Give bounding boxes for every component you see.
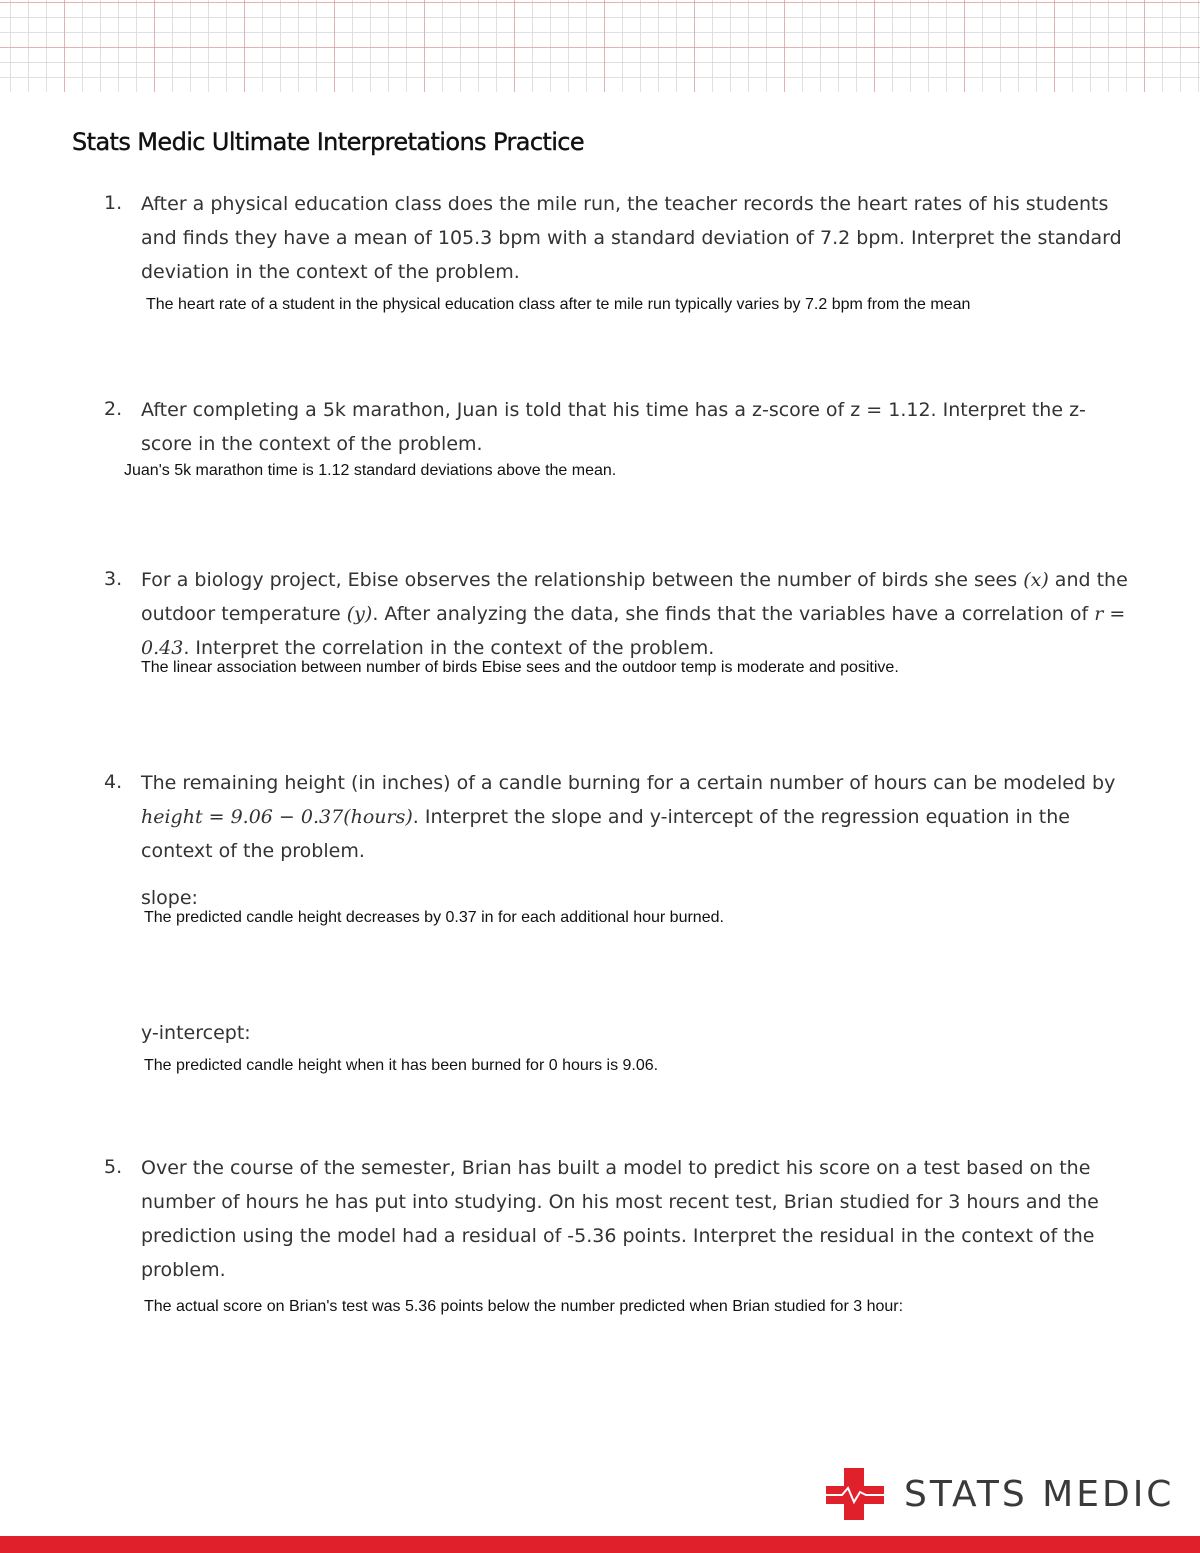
question-prompt [141,766,1141,868]
slope-label: slope: [141,887,198,909]
correlation-expression: r = 0.43 [141,603,1126,659]
question-number: 5. [104,1156,123,1178]
prompt-part: . After analyzing the data, she finds that the variables have a correlation of [372,603,1089,625]
regression-equation: height = 9.06 − 0.37(hours) [141,806,413,828]
prompt-part: . Interpret the correlation in the context of the problem. [183,637,715,659]
variable-y: (y) [346,603,373,625]
answer-text: The linear association between number of birds Ebise sees and the outdoor temp is moderate and positive. [141,659,899,676]
prompt-part: . Interpret the slope and y-intercept of the regression equation in the context of the problem. [141,806,1070,862]
footer-bar [0,1536,1200,1553]
question-number: 3. [104,568,123,590]
question-prompt: After a physical education class does the mile run, the teacher records the heart rates of his students and finds they have a mean of 105.3 bpm with a standard deviation of 7.2 bpm. Interpret the standard deviation in the context of the problem. [141,193,1122,283]
page-title: Stats Medic Ultimate Interpretations Practice [72,128,585,156]
answer-text: Juan's 5k marathon time is 1.12 standard deviations above the mean. [124,462,617,479]
question-number: 2. [104,398,123,420]
question-prompt: Over the course of the semester, Brian has built a model to predict his score on a test based on the number of hours he has put into studying. On his most recent test, Brian studied for 3 hours and the prediction using the model had a residual of -5.36 points. Interpret the residual in the context of the problem. [141,1157,1099,1281]
stats-medic-logo [822,1466,1174,1522]
answer-text: The heart rate of a student in the physical education class after te mile run typically varies by 7.2 bpm from the mean [146,296,971,313]
logo-text: STATS MEDIC [904,1473,1175,1515]
prompt-part: and the outdoor temperature [141,569,1128,625]
slope-answer: The predicted candle height decreases by 0.37 in for each additional hour burned. [144,909,724,926]
medical-cross-icon [822,1466,888,1522]
prompt-part: For a biology project, Ebise observes the relationship between the number of birds she sees [141,569,1018,591]
question-number: 1. [104,192,123,214]
prompt-part: The remaining height (in inches) of a candle burning for a certain number of hours can be modeled by [141,772,1116,794]
intercept-answer: The predicted candle height when it has been burned for 0 hours is 9.06. [144,1057,659,1074]
question-prompt [141,563,1131,665]
variable-x: (x) [1023,569,1049,591]
question-prompt: After completing a 5k marathon, Juan is told that his time has a z-score of z = 1.12. Interpret the z-score in the context of the problem. [141,399,1086,455]
intercept-label: y-intercept: [141,1022,251,1044]
grid-paper-header [0,0,1200,92]
question-number: 4. [104,771,123,793]
answer-text: The actual score on Brian's test was 5.36 points below the number predicted when Brian studied for 3 hour: [144,1298,904,1315]
